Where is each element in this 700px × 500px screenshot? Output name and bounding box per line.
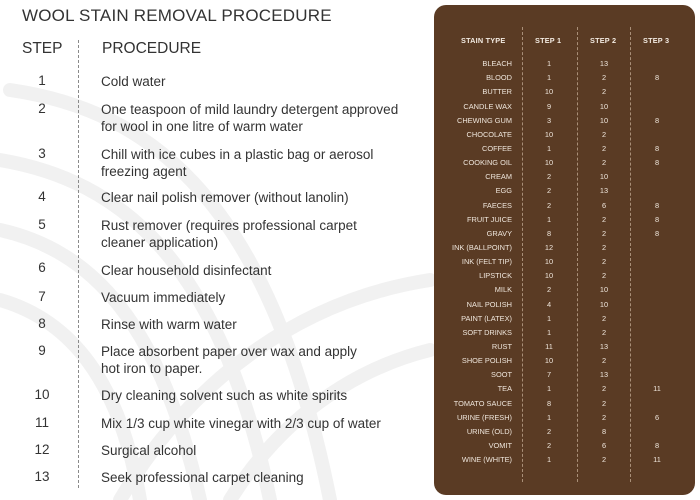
stain-row <box>434 102 695 116</box>
step1-cell: 2 <box>546 200 552 210</box>
stain-type-cell: TOMATO SAUCE <box>453 398 512 408</box>
step2-cell: 2 <box>601 158 607 168</box>
step2-cell: 10 <box>599 115 609 125</box>
step2-cell: 2 <box>601 455 607 465</box>
step-line: Mix 1/3 cup white vinegar with 2/3 cup of water <box>101 416 381 431</box>
step2-cell: 6 <box>601 441 607 451</box>
step-number: 10 <box>34 387 50 402</box>
step-description <box>101 217 431 251</box>
step-description <box>101 469 431 486</box>
step2-cell: 2 <box>601 243 607 252</box>
step1-cell: 10 <box>544 356 554 366</box>
step3-cell: 8 <box>654 228 660 238</box>
stain-type-cell: INK (FELT TIP) <box>461 257 512 267</box>
step3-cell: 11 <box>653 455 661 465</box>
procedure-column-header: PROCEDURE <box>102 40 202 57</box>
step1-cell: 11 <box>545 342 553 351</box>
step2-cell: 10 <box>599 101 609 111</box>
step-number: 1 <box>38 73 46 88</box>
stain-type-cell: CHEWING GUM <box>456 115 512 125</box>
stain-type-cell: FRUIT JUICE <box>466 214 512 224</box>
step-description <box>101 101 431 135</box>
step3-cell: 8 <box>654 73 660 83</box>
steps-column-divider <box>78 40 79 488</box>
step2-cell: 2 <box>601 129 607 139</box>
step-description <box>101 343 431 377</box>
stain-type-cell: RUST <box>491 342 512 351</box>
stain-row <box>434 285 695 299</box>
stain-type-cell: INK (BALLPOINT) <box>452 243 512 252</box>
step-line: Rinse with warm water <box>101 317 237 332</box>
stain-row <box>434 271 695 285</box>
step-number: 11 <box>34 415 49 430</box>
step2-cell: 6 <box>601 200 607 210</box>
stain-row <box>434 144 695 158</box>
step1-cell: 1 <box>546 384 552 394</box>
step2-cell: 13 <box>599 186 609 196</box>
stain-table-panel <box>434 5 695 495</box>
step1-cell: 9 <box>546 101 552 111</box>
step1-cell: 2 <box>546 426 552 436</box>
stain-row <box>434 257 695 271</box>
step-description <box>101 316 431 333</box>
step-line: Surgical alcohol <box>101 443 197 458</box>
stain-row <box>434 59 695 73</box>
step1-cell: 4 <box>546 299 552 309</box>
step2-column-header: STEP 2 <box>590 36 617 45</box>
step3-cell: 8 <box>654 200 660 210</box>
step-line: Cold water <box>101 74 166 89</box>
stain-type-cell: URINE (FRESH) <box>456 412 512 422</box>
stain-row <box>434 399 695 413</box>
stain-type-cell: PAINT (LATEX) <box>461 313 512 323</box>
step1-cell: 2 <box>546 285 552 295</box>
stain-row <box>434 314 695 328</box>
step2-cell: 2 <box>601 356 607 366</box>
step-description <box>101 73 431 90</box>
step3-cell: 8 <box>654 143 660 153</box>
step1-cell: 10 <box>544 257 554 267</box>
step-line: hot iron to paper. <box>101 361 203 376</box>
step1-column-header: STEP 1 <box>535 36 562 45</box>
step-number: 3 <box>38 146 46 161</box>
stain-row <box>434 116 695 130</box>
step1-cell: 1 <box>546 455 552 465</box>
step-line: Seek professional carpet cleaning <box>101 470 304 485</box>
step1-cell: 8 <box>546 228 552 238</box>
step1-cell: 1 <box>546 73 552 83</box>
stain-type-cell: NAIL POLISH <box>466 299 512 309</box>
stain-row <box>434 243 695 257</box>
step1-cell: 1 <box>546 59 552 68</box>
step-description <box>101 189 431 206</box>
step3-cell: 8 <box>654 115 660 125</box>
stain-row <box>434 229 695 243</box>
stain-row <box>434 201 695 215</box>
step-line: Chill with ice cubes in a plastic bag or aerosol <box>101 147 374 162</box>
step3-cell: 6 <box>654 412 660 422</box>
step1-cell: 10 <box>544 129 554 139</box>
step-line: Dry cleaning solvent such as white spirits <box>101 388 348 403</box>
stain-type-cell: VOMIT <box>488 441 512 451</box>
step2-cell: 13 <box>599 342 609 351</box>
step-description <box>101 289 431 306</box>
step-line: freezing agent <box>101 164 187 179</box>
stain-row <box>434 300 695 314</box>
stain-row <box>434 384 695 398</box>
step-line: Place absorbent paper over wax and apply <box>101 344 357 359</box>
stain-row <box>434 328 695 342</box>
stain-row <box>434 186 695 200</box>
stain-row <box>434 215 695 229</box>
page-title: WOOL STAIN REMOVAL PROCEDURE <box>22 6 332 25</box>
stain-type-cell: GRAVY <box>486 228 512 238</box>
step2-cell: 10 <box>599 299 609 309</box>
step2-cell: 2 <box>601 73 607 83</box>
stain-type-cell: SHOE POLISH <box>461 356 512 366</box>
stain-row <box>434 87 695 101</box>
step-number: 13 <box>34 469 50 484</box>
step2-cell: 2 <box>601 313 607 323</box>
step3-cell: 8 <box>654 158 660 168</box>
step1-cell: 1 <box>546 313 552 323</box>
stain-row <box>434 73 695 87</box>
step1-cell: 2 <box>546 441 552 451</box>
step1-cell: 2 <box>546 186 552 196</box>
stain-type-cell: TEA <box>497 384 512 394</box>
step-number: 5 <box>38 217 46 232</box>
stain-type-cell: SOFT DRINKS <box>462 327 512 337</box>
stain-type-cell: LIPSTICK <box>479 271 512 281</box>
stain-type-cell: BLEACH <box>482 59 512 68</box>
step-line: One teaspoon of mild laundry detergent approved <box>101 102 399 117</box>
step-number: 6 <box>38 260 46 275</box>
step-description <box>101 442 431 459</box>
step2-cell: 10 <box>599 285 609 295</box>
step-number: 9 <box>38 343 46 358</box>
step2-cell: 2 <box>601 271 607 281</box>
step2-cell: 10 <box>599 172 609 182</box>
step-description <box>101 387 431 404</box>
stain-type-cell: CANDLE WAX <box>463 101 512 111</box>
step-line: cleaner application) <box>101 235 219 250</box>
step3-cell: 11 <box>653 384 661 394</box>
step-line: for wool in one litre of warm water <box>101 119 303 134</box>
step2-cell: 13 <box>599 59 609 68</box>
stain-type-cell: SOOT <box>491 370 512 380</box>
stain-row <box>434 130 695 144</box>
stain-type-cell: MILK <box>494 285 512 295</box>
stain-type-cell: EGG <box>495 186 512 196</box>
step2-cell: 8 <box>601 426 607 436</box>
step1-cell: 1 <box>546 412 552 422</box>
step1-cell: 12 <box>544 243 554 252</box>
stain-type-cell: FAECES <box>482 200 512 210</box>
step-number: 4 <box>38 189 46 204</box>
step1-cell: 1 <box>546 327 552 337</box>
stain-row <box>434 158 695 172</box>
step1-cell: 8 <box>546 398 552 408</box>
step2-cell: 2 <box>601 87 607 97</box>
step-line: Vacuum immediately <box>101 290 226 305</box>
step2-cell: 2 <box>601 228 607 238</box>
stain-type-cell: CHOCOLATE <box>466 129 512 139</box>
step-number: 7 <box>38 289 46 304</box>
step-description <box>101 415 431 432</box>
step1-cell: 10 <box>544 87 554 97</box>
step2-cell: 13 <box>599 370 609 380</box>
step-description <box>101 262 431 279</box>
step-line: Rust remover (requires professional carpet <box>101 218 357 233</box>
stain-row <box>434 356 695 370</box>
step-number: 12 <box>34 442 50 457</box>
stain-type-cell: CREAM <box>485 172 512 182</box>
step-description <box>101 146 431 180</box>
step2-cell: 2 <box>601 143 607 153</box>
stain-row <box>434 441 695 455</box>
stain-type-cell: BLOOD <box>486 73 512 83</box>
step3-column-header: STEP 3 <box>643 36 670 45</box>
step2-cell: 2 <box>601 214 607 224</box>
step2-cell: 2 <box>601 398 607 408</box>
step1-cell: 1 <box>546 214 552 224</box>
step2-cell: 2 <box>601 327 607 337</box>
stain-type-cell: URINE (OLD) <box>466 426 512 436</box>
step2-cell: 2 <box>601 412 607 422</box>
stain-row <box>434 455 695 469</box>
step-column-header: STEP <box>22 40 63 57</box>
stain-row <box>434 342 695 356</box>
stain-type-column-header: STAIN TYPE <box>461 36 506 45</box>
step-line: Clear household disinfectant <box>101 263 272 278</box>
stain-row <box>434 427 695 441</box>
stain-type-cell: BUTTER <box>482 87 512 97</box>
stain-row <box>434 413 695 427</box>
step1-cell: 1 <box>546 143 552 153</box>
steps-table-header <box>22 40 422 62</box>
step1-cell: 3 <box>546 115 552 125</box>
step-line: Clear nail polish remover (without lanolin) <box>101 190 349 205</box>
step1-cell: 10 <box>544 158 554 168</box>
step2-cell: 2 <box>601 384 607 394</box>
stain-row <box>434 370 695 384</box>
stain-type-cell: WINE (WHITE) <box>461 455 512 465</box>
step-number: 2 <box>38 101 46 116</box>
step-number: 8 <box>38 316 46 331</box>
stain-type-cell: COOKING OIL <box>463 158 512 168</box>
stain-type-cell: COFFEE <box>482 143 512 153</box>
stain-row <box>434 172 695 186</box>
step3-cell: 8 <box>654 441 660 451</box>
step1-cell: 7 <box>546 370 552 380</box>
step1-cell: 2 <box>546 172 552 182</box>
step2-cell: 2 <box>601 257 607 267</box>
step3-cell: 8 <box>654 214 660 224</box>
step1-cell: 10 <box>544 271 554 281</box>
